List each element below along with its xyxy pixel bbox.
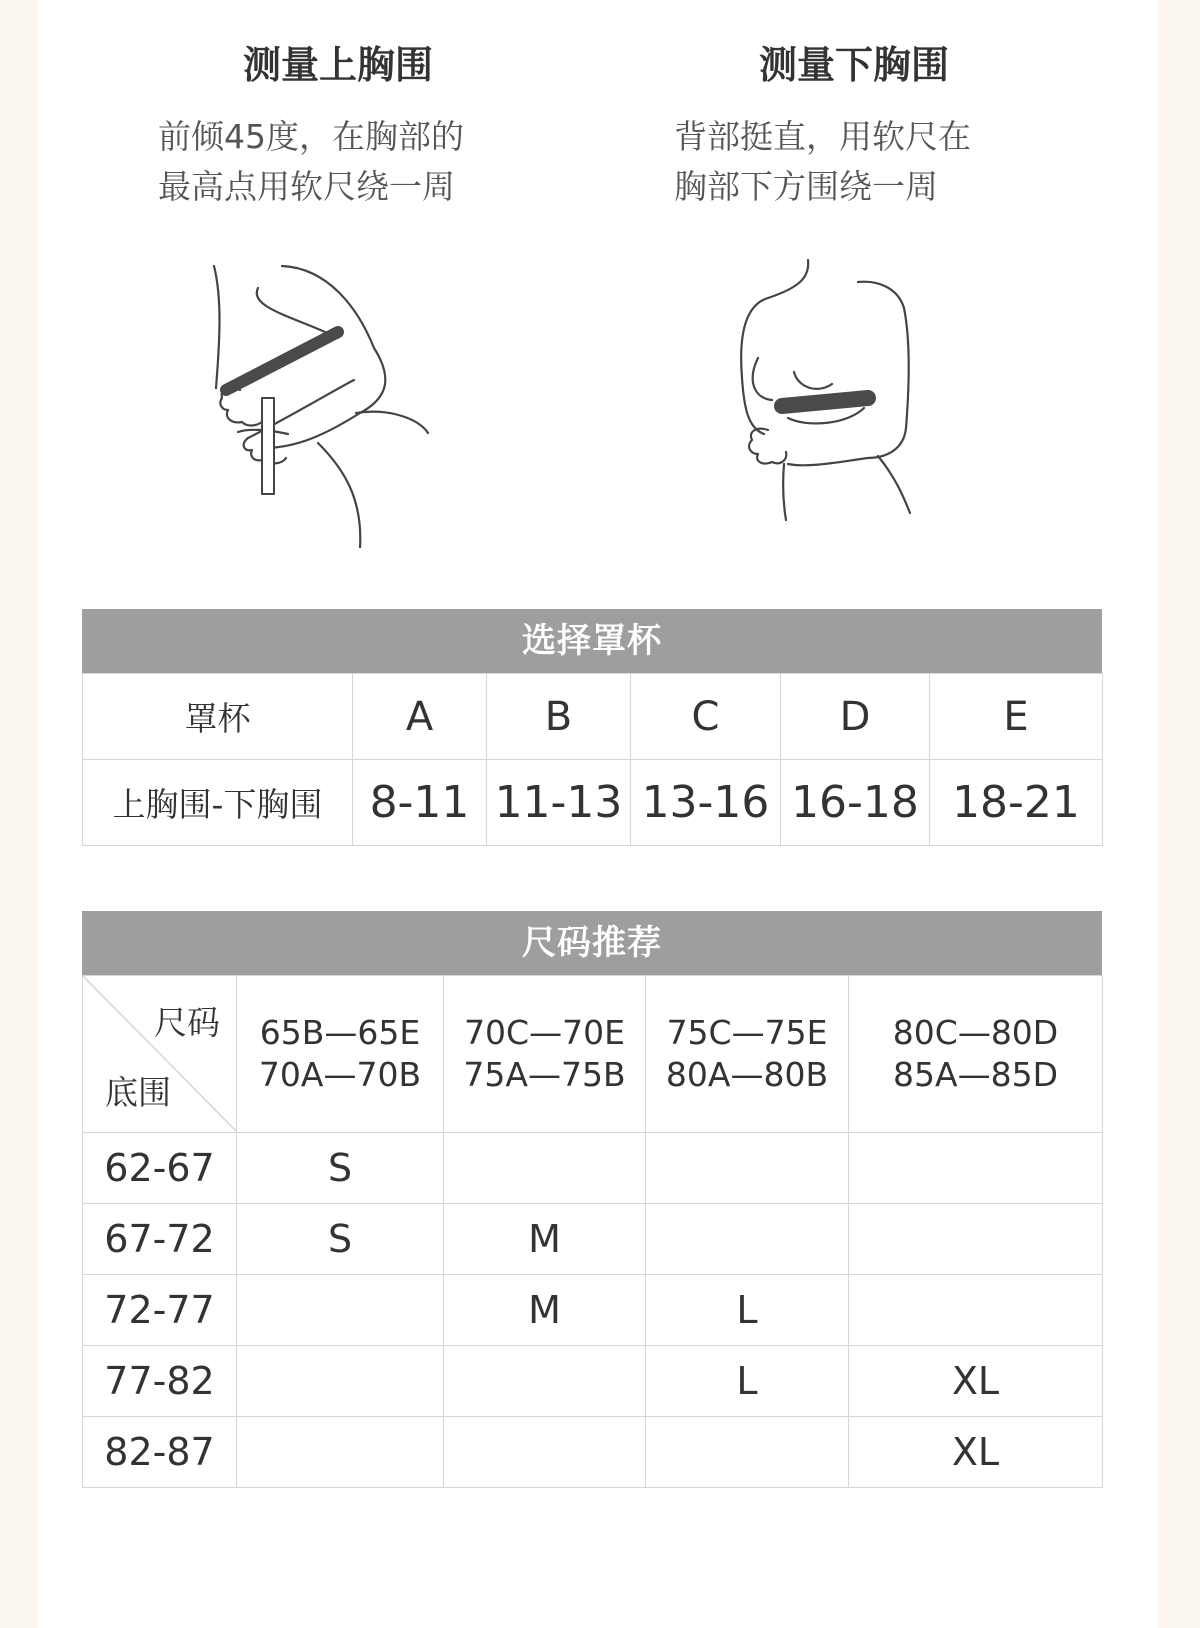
table-row: [83, 1346, 1103, 1417]
measure-lower-title: 测量下胸围: [758, 43, 949, 87]
size-cell: [646, 1133, 849, 1204]
size-cell: [237, 1417, 444, 1488]
size-corner-cell: [83, 976, 237, 1133]
range-cell: 11-13: [487, 760, 631, 846]
size-table-title: 尺码推荐: [82, 911, 1102, 975]
size-cell: S: [237, 1133, 444, 1204]
size-cell: XL: [849, 1417, 1103, 1488]
measure-upper-desc-line2: 最高点用软尺绕一周: [158, 167, 455, 206]
band-label: 82-87: [83, 1417, 237, 1488]
size-cell: M: [444, 1204, 646, 1275]
cup-table-section: [82, 609, 1102, 846]
table-row: [83, 1133, 1103, 1204]
size-cell: [849, 1133, 1103, 1204]
measure-upper-desc-line1: 前倾45度，在胸部的: [158, 117, 464, 156]
size-table-section: [82, 911, 1102, 1488]
size-cell: [646, 1417, 849, 1488]
band-label: 62-67: [83, 1133, 237, 1204]
lower-bust-illustration-icon: [728, 258, 968, 538]
table-row: [83, 1417, 1103, 1488]
cup-cell: B: [487, 674, 631, 760]
column-line2: 75A—75B: [463, 1055, 626, 1094]
cup-table-title: 选择罩杯: [82, 609, 1102, 673]
range-cell: 13-16: [631, 760, 781, 846]
range-row: [83, 760, 1103, 846]
cup-row-label: 罩杯: [83, 674, 353, 760]
size-column-header: [444, 976, 646, 1133]
cup-row: [83, 674, 1103, 760]
measure-upper-desc: [158, 112, 678, 212]
size-cell: M: [444, 1275, 646, 1346]
size-column-header: [646, 976, 849, 1133]
column-line1: 65B—65E: [259, 1013, 421, 1052]
band-label: 72-77: [83, 1275, 237, 1346]
size-cell: XL: [849, 1346, 1103, 1417]
size-cell: [237, 1346, 444, 1417]
corner-size-label: 尺码: [154, 1003, 220, 1042]
size-cell: [849, 1204, 1103, 1275]
page: [38, 0, 1158, 1628]
size-cell: [849, 1275, 1103, 1346]
size-header-row: [83, 976, 1103, 1133]
measure-upper-section: [158, 0, 678, 212]
cup-cell: C: [631, 674, 781, 760]
cup-cell: A: [353, 674, 487, 760]
band-label: 77-82: [83, 1346, 237, 1417]
measure-lower-desc-line1: 背部挺直，用软尺在: [674, 117, 971, 156]
size-cell: [646, 1204, 849, 1275]
table-row: [83, 1275, 1103, 1346]
measure-lower-section: [674, 0, 1194, 212]
column-line2: 85A—85D: [893, 1055, 1058, 1094]
range-cell: 16-18: [781, 760, 930, 846]
band-label: 67-72: [83, 1204, 237, 1275]
size-table: [82, 975, 1103, 1488]
measure-lower-desc-line2: 胸部下方围绕一周: [674, 167, 938, 206]
range-cell: 8-11: [353, 760, 487, 846]
measure-upper-title: 测量上胸围: [242, 43, 433, 87]
cup-table: [82, 673, 1103, 846]
cup-cell: E: [930, 674, 1103, 760]
corner-band-label: 底围: [105, 1073, 171, 1112]
cup-cell: D: [781, 674, 930, 760]
size-cell: S: [237, 1204, 444, 1275]
size-cell: L: [646, 1346, 849, 1417]
size-column-header: [849, 976, 1103, 1133]
size-cell: [444, 1133, 646, 1204]
upper-bust-illustration-icon: [188, 258, 448, 548]
measure-lower-desc: [674, 112, 1194, 212]
range-row-label: 上胸围-下胸围: [83, 760, 353, 846]
column-line2: 70A—70B: [258, 1055, 422, 1094]
column-line1: 75C—75E: [666, 1013, 828, 1052]
size-cell: [444, 1346, 646, 1417]
column-line1: 80C—80D: [892, 1013, 1059, 1052]
range-cell: 18-21: [930, 760, 1103, 846]
size-cell: [444, 1417, 646, 1488]
table-row: [83, 1204, 1103, 1275]
column-line2: 80A—80B: [665, 1055, 829, 1094]
size-cell: [237, 1275, 444, 1346]
column-line1: 70C—70E: [464, 1013, 625, 1052]
size-cell: L: [646, 1275, 849, 1346]
size-column-header: [237, 976, 444, 1133]
